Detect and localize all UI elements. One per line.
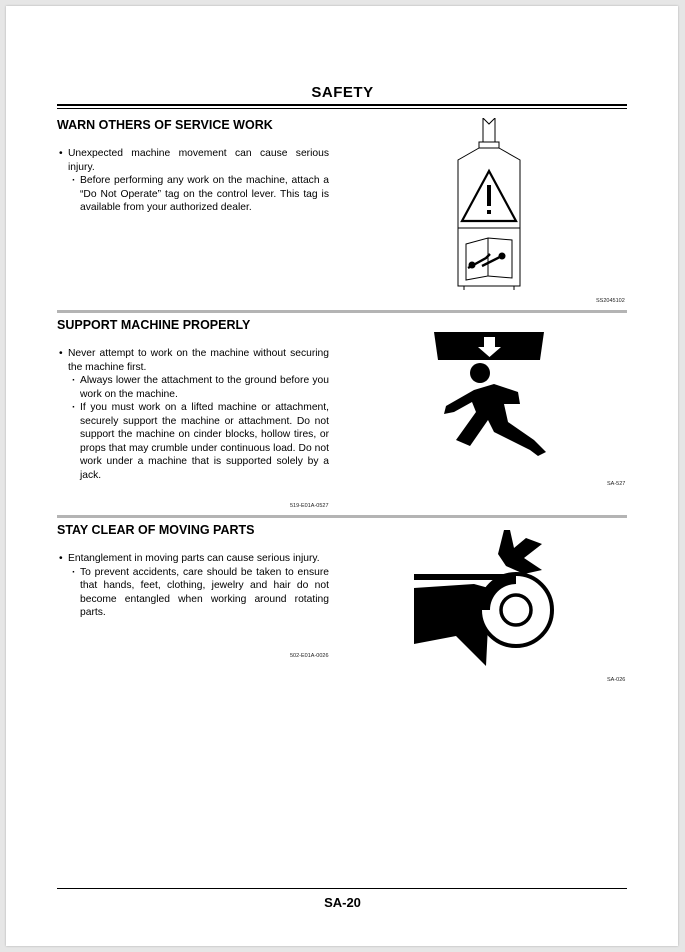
- header-rule: [57, 104, 627, 106]
- bullet-text: • Unexpected machine movement can cause serious injury.: [57, 147, 329, 174]
- section-title-warn-others: WARN OTHERS OF SERVICE WORK: [57, 118, 273, 132]
- header-rule-thin: [57, 108, 627, 109]
- bullet-text: • Entanglement in moving parts can cause serious injury.: [57, 552, 329, 566]
- section-divider: [57, 515, 627, 518]
- figure-code: SA-026: [607, 677, 626, 683]
- bullet-text: • Never attempt to work on the machine without securing the machine first.: [57, 347, 329, 374]
- section-title-moving-parts: STAY CLEAR OF MOVING PARTS: [57, 523, 255, 537]
- sub-bullet-text: · If you must work on a lifted machine or attachment, securely support the machine or attachment. Do not support the machine on cinder blocks, hollow tires, or props that may crumble under continuous load. Do not work under a machine that is supported solely by a jack.: [57, 401, 329, 482]
- crushing-hazard-icon: [434, 332, 546, 462]
- section-text-warn-others: [57, 147, 329, 215]
- text-code: 519-E01A-0527: [290, 503, 329, 509]
- figure-code: SS2045102: [596, 298, 625, 304]
- page-title: SAFETY: [311, 84, 374, 101]
- sub-bullet-text: · Always lower the attachment to the ground before you work on the machine.: [57, 374, 329, 401]
- section-text-support-machine: [57, 347, 329, 482]
- sub-bullet-text: · Before performing any work on the machine, attach a “Do Not Operate” tag on the control lever. This tag is available from your authorized dealer.: [57, 174, 329, 215]
- section-title-support-machine: SUPPORT MACHINE PROPERLY: [57, 318, 251, 332]
- sub-bullet-text: · To prevent accidents, care should be taken to ensure that hands, feet, clothing, jewelry and hair do not become entangled when working around rotating parts.: [57, 566, 329, 620]
- do-not-operate-tag-icon: [452, 118, 528, 290]
- section-divider: [57, 310, 627, 313]
- entanglement-hazard-icon: [414, 526, 556, 668]
- figure-code: SA-527: [607, 481, 626, 487]
- footer-rule: [57, 888, 627, 889]
- text-code: 502-E01A-0026: [290, 653, 329, 659]
- section-text-moving-parts: [57, 552, 329, 620]
- page-number: SA-20: [324, 895, 361, 910]
